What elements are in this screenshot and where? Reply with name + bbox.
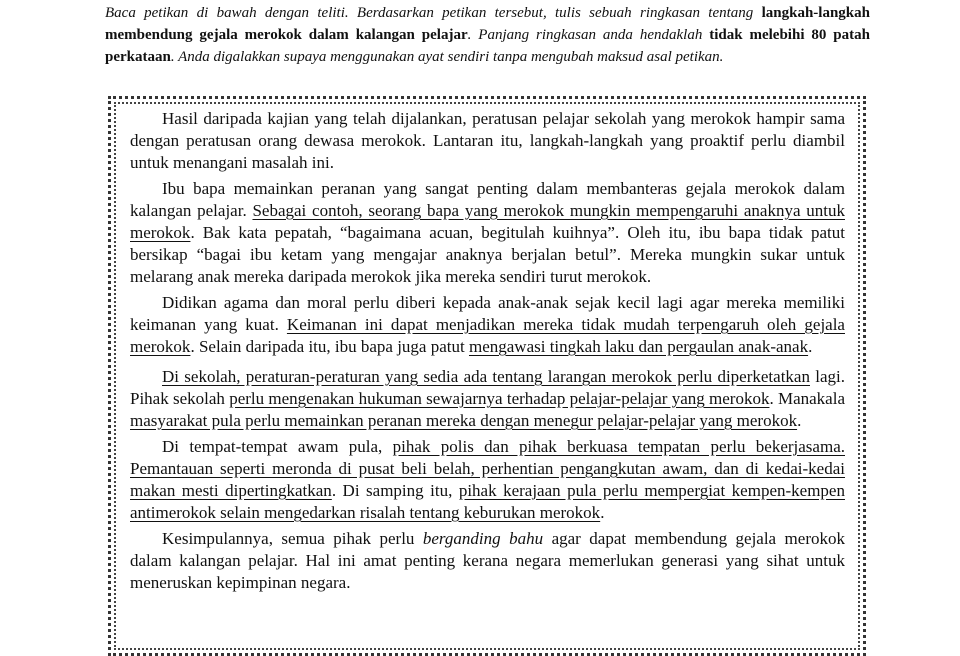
p1-text: Hasil daripada kajian yang telah dijalankan, peratusan pelajar sekolah yang merokok hampir sama dengan peratusan orang dewasa merokok. Lantaran itu, langkah-langkah yang proaktif perlu diambil untuk menangani masalah ini. xyxy=(130,109,845,172)
p5-text-a: Di tempat-tempat awam pula, xyxy=(162,437,393,456)
p4-text-b: . Manakala xyxy=(769,389,845,408)
p4-text-a: lagi. Pihak sekolah xyxy=(130,367,846,408)
p3-text-a: Didikan agama dan moral perlu diberi kepada anak-anak sejak kecil lagi agar mereka memiliki keimanan yang kuat. xyxy=(130,293,845,334)
p3-text-b: . Selain daripada itu, ibu bapa juga patut xyxy=(190,337,469,356)
paragraph-3 xyxy=(130,292,845,358)
paragraph-5 xyxy=(130,436,845,524)
p4-underlined-2: perlu mengenakan hukuman sewajarnya terhadap pelajar-pelajar yang merokok xyxy=(229,389,770,408)
p3-text-c: . xyxy=(808,337,813,356)
p3-underlined-1: Keimanan ini dapat menjadikan mereka tidak mudah terpengaruh oleh gejala merokok xyxy=(130,315,845,356)
p6-text-a: Kesimpulannya, semua pihak perlu xyxy=(162,529,423,548)
instruction-part-3: . Anda digalakkan supaya menggunakan ayat sendiri tanpa mengubah maksud asal petikan. xyxy=(170,49,724,65)
instruction-bold-topic: langkah-langkah membendung gejala merokok dalam kalangan pelajar xyxy=(105,5,870,43)
p5-text-b: . Di samping itu, xyxy=(331,481,459,500)
p4-text-c: . xyxy=(797,411,802,430)
paragraph-6 xyxy=(130,528,845,594)
passage-text xyxy=(130,108,845,598)
paragraph-1 xyxy=(130,108,845,174)
p6-italic: berganding bahu xyxy=(422,529,544,548)
p2-text-b: . Bak kata pepatah, “bagaimana acuan, begitulah kuihnya”. Oleh itu, ibu bapa tidak patut bersikap “bagai ibu ketam yang mengajar anaknya berjalan betul”. Mereka mungkin sukar untuk melarang anak mereka daripada merokok jika mereka sendiri turut merokok. xyxy=(130,223,845,286)
paragraph-4 xyxy=(130,366,845,432)
p5-underlined-2: pihak kerajaan pula perlu mempergiat kempen-kempen antimerokok selain mengedarkan risalah tentang keburukan merokok xyxy=(130,481,845,522)
p5-text-c: . xyxy=(600,503,605,522)
p2-underlined: Sebagai contoh, seorang bapa yang merokok mungkin mempengaruhi anaknya untuk merokok xyxy=(130,201,845,242)
instruction-bold-limit: tidak melebihi 80 patah perkataan xyxy=(105,27,870,65)
p5-underlined-1: pihak polis dan pihak berkuasa tempatan perlu bekerjasama. Pemantauan seperti meronda di pusat beli belah, perhentian pengangkutan awam, dan di kedai-kedai makan mesti dipertingkatkan xyxy=(130,437,845,500)
instruction-text xyxy=(105,2,870,68)
p4-underlined-3: masyarakat pula perlu memainkan peranan mereka dengan menegur pelajar-pelajar yang merokok xyxy=(130,411,798,430)
paragraph-2 xyxy=(130,178,845,288)
p4-underlined-1: Di sekolah, peraturan-peraturan yang sedia ada tentang larangan merokok perlu diperketatkan xyxy=(162,367,810,386)
p6-text-b: agar dapat membendung gejala merokok dalam kalangan pelajar. Hal ini amat penting kerana negara memerlukan generasi yang sihat untuk meneruskan kepimpinan negara. xyxy=(130,529,845,592)
p2-text-a: Ibu bapa memainkan peranan yang sangat penting dalam membanteras gejala merokok dalam kalangan pelajar. xyxy=(130,179,845,220)
p3-underlined-2: mengawasi tingkah laku dan pergaulan anak-anak xyxy=(468,337,809,356)
instruction-part-1: Baca petikan di bawah dengan teliti. Berdasarkan petikan tersebut, tulis sebuah ringkasan tentang xyxy=(105,5,762,21)
instruction-part-2: . Panjang ringkasan anda hendaklah xyxy=(467,27,710,43)
